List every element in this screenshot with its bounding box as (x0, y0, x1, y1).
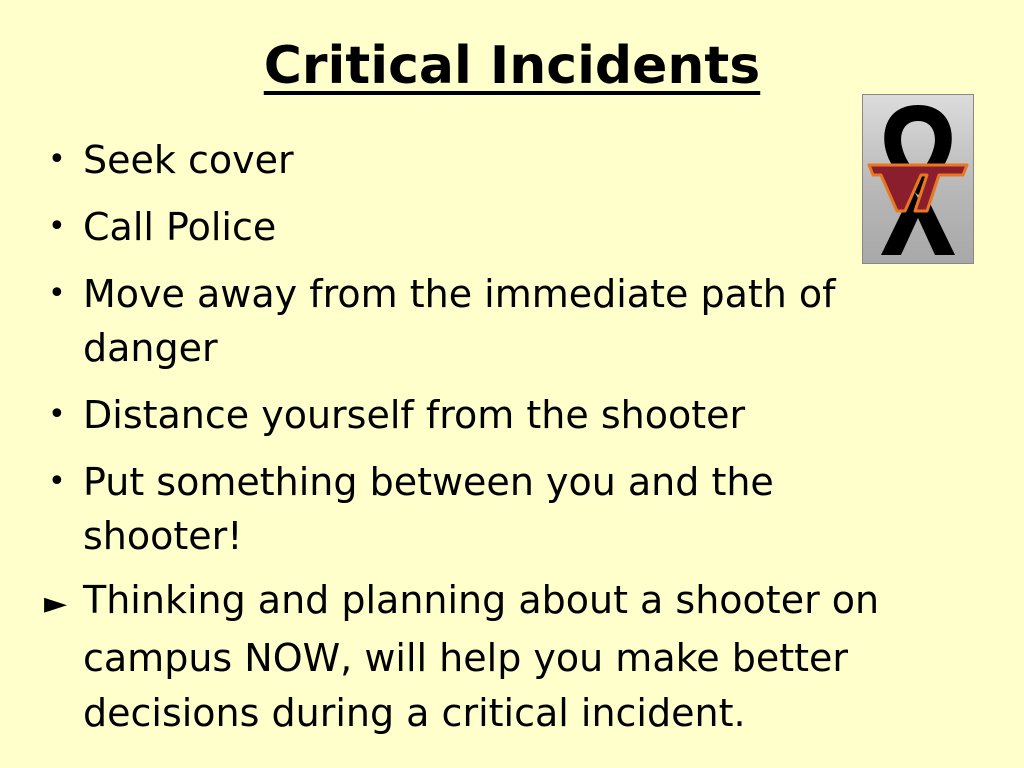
bullet-item (44, 267, 924, 375)
bullet-item (44, 388, 924, 442)
arrow-right-icon: ► (44, 586, 68, 621)
closing-note-text: Thinking and planning about a shooter on campus NOW, will help you make better decisions during a critical incident. (83, 578, 880, 735)
bullet-text: Distance yourself from the shooter (83, 393, 746, 437)
closing-note (44, 573, 1013, 741)
bullet-text: Move away from the immediate path of danger (83, 272, 836, 370)
bullet-icon: • (48, 464, 66, 499)
bullet-item (44, 455, 924, 563)
bullet-text: Seek cover (83, 138, 294, 182)
bullet-list (44, 133, 924, 576)
bullet-item (44, 133, 924, 187)
slide-title: Critical Incidents (263, 36, 761, 96)
bullet-icon: • (48, 209, 66, 244)
bullet-item (44, 200, 924, 254)
ribbon-graphic (863, 95, 973, 263)
bullet-icon: • (48, 142, 66, 177)
bullet-text: Call Police (83, 205, 277, 249)
bullet-text: Put something between you and the shooter! (83, 460, 774, 558)
bullet-icon: • (48, 397, 66, 432)
black-ribbon-vt-icon (862, 94, 974, 264)
bullet-icon: • (48, 276, 66, 311)
